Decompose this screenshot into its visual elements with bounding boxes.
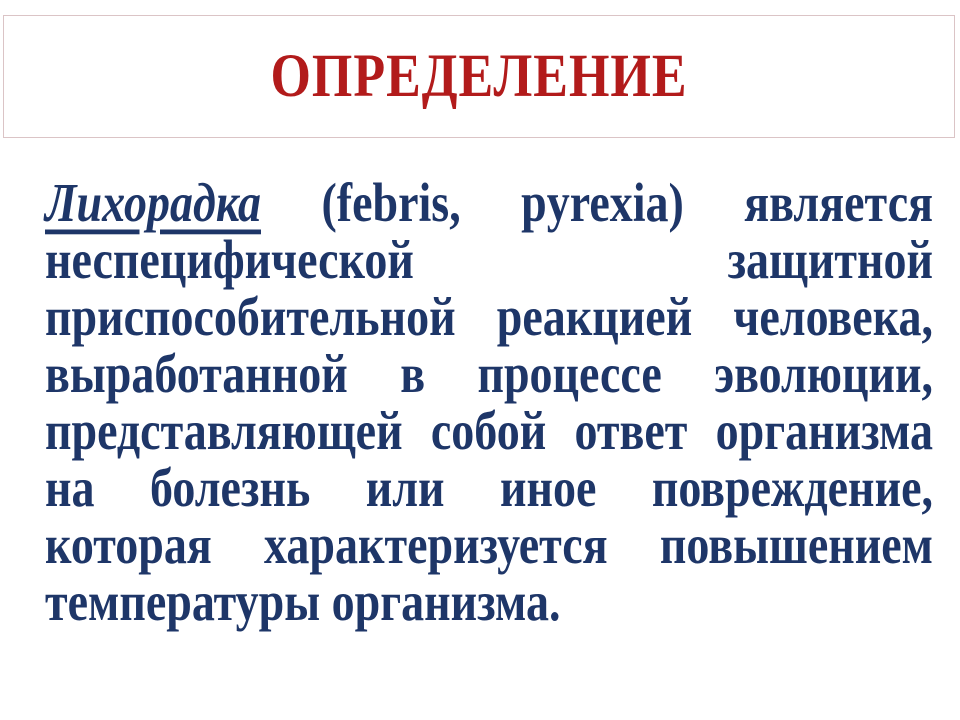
fever-term: Лихорадка	[45, 171, 261, 234]
body-line-3: приспособительной реакцией человека,	[45, 285, 933, 348]
definition-paragraph	[45, 171, 933, 633]
body-line-2: неспецифической защитной	[45, 228, 933, 291]
body-line-4: выработанной в процессе эволюции,	[45, 342, 933, 405]
body-line-8: температуры организма.	[45, 570, 561, 633]
body-line-6: на болезнь или иное повреждение,	[45, 456, 933, 519]
body-line-7: которая характеризуется повышением	[45, 513, 933, 576]
body-line-1-rest: (febris, pyrexia) является	[321, 171, 933, 234]
slide-title: ОПРЕДЕЛЕНИЕ	[270, 42, 688, 111]
body-line-5: представляющей собой ответ организма	[45, 399, 933, 462]
title-box	[3, 15, 955, 138]
